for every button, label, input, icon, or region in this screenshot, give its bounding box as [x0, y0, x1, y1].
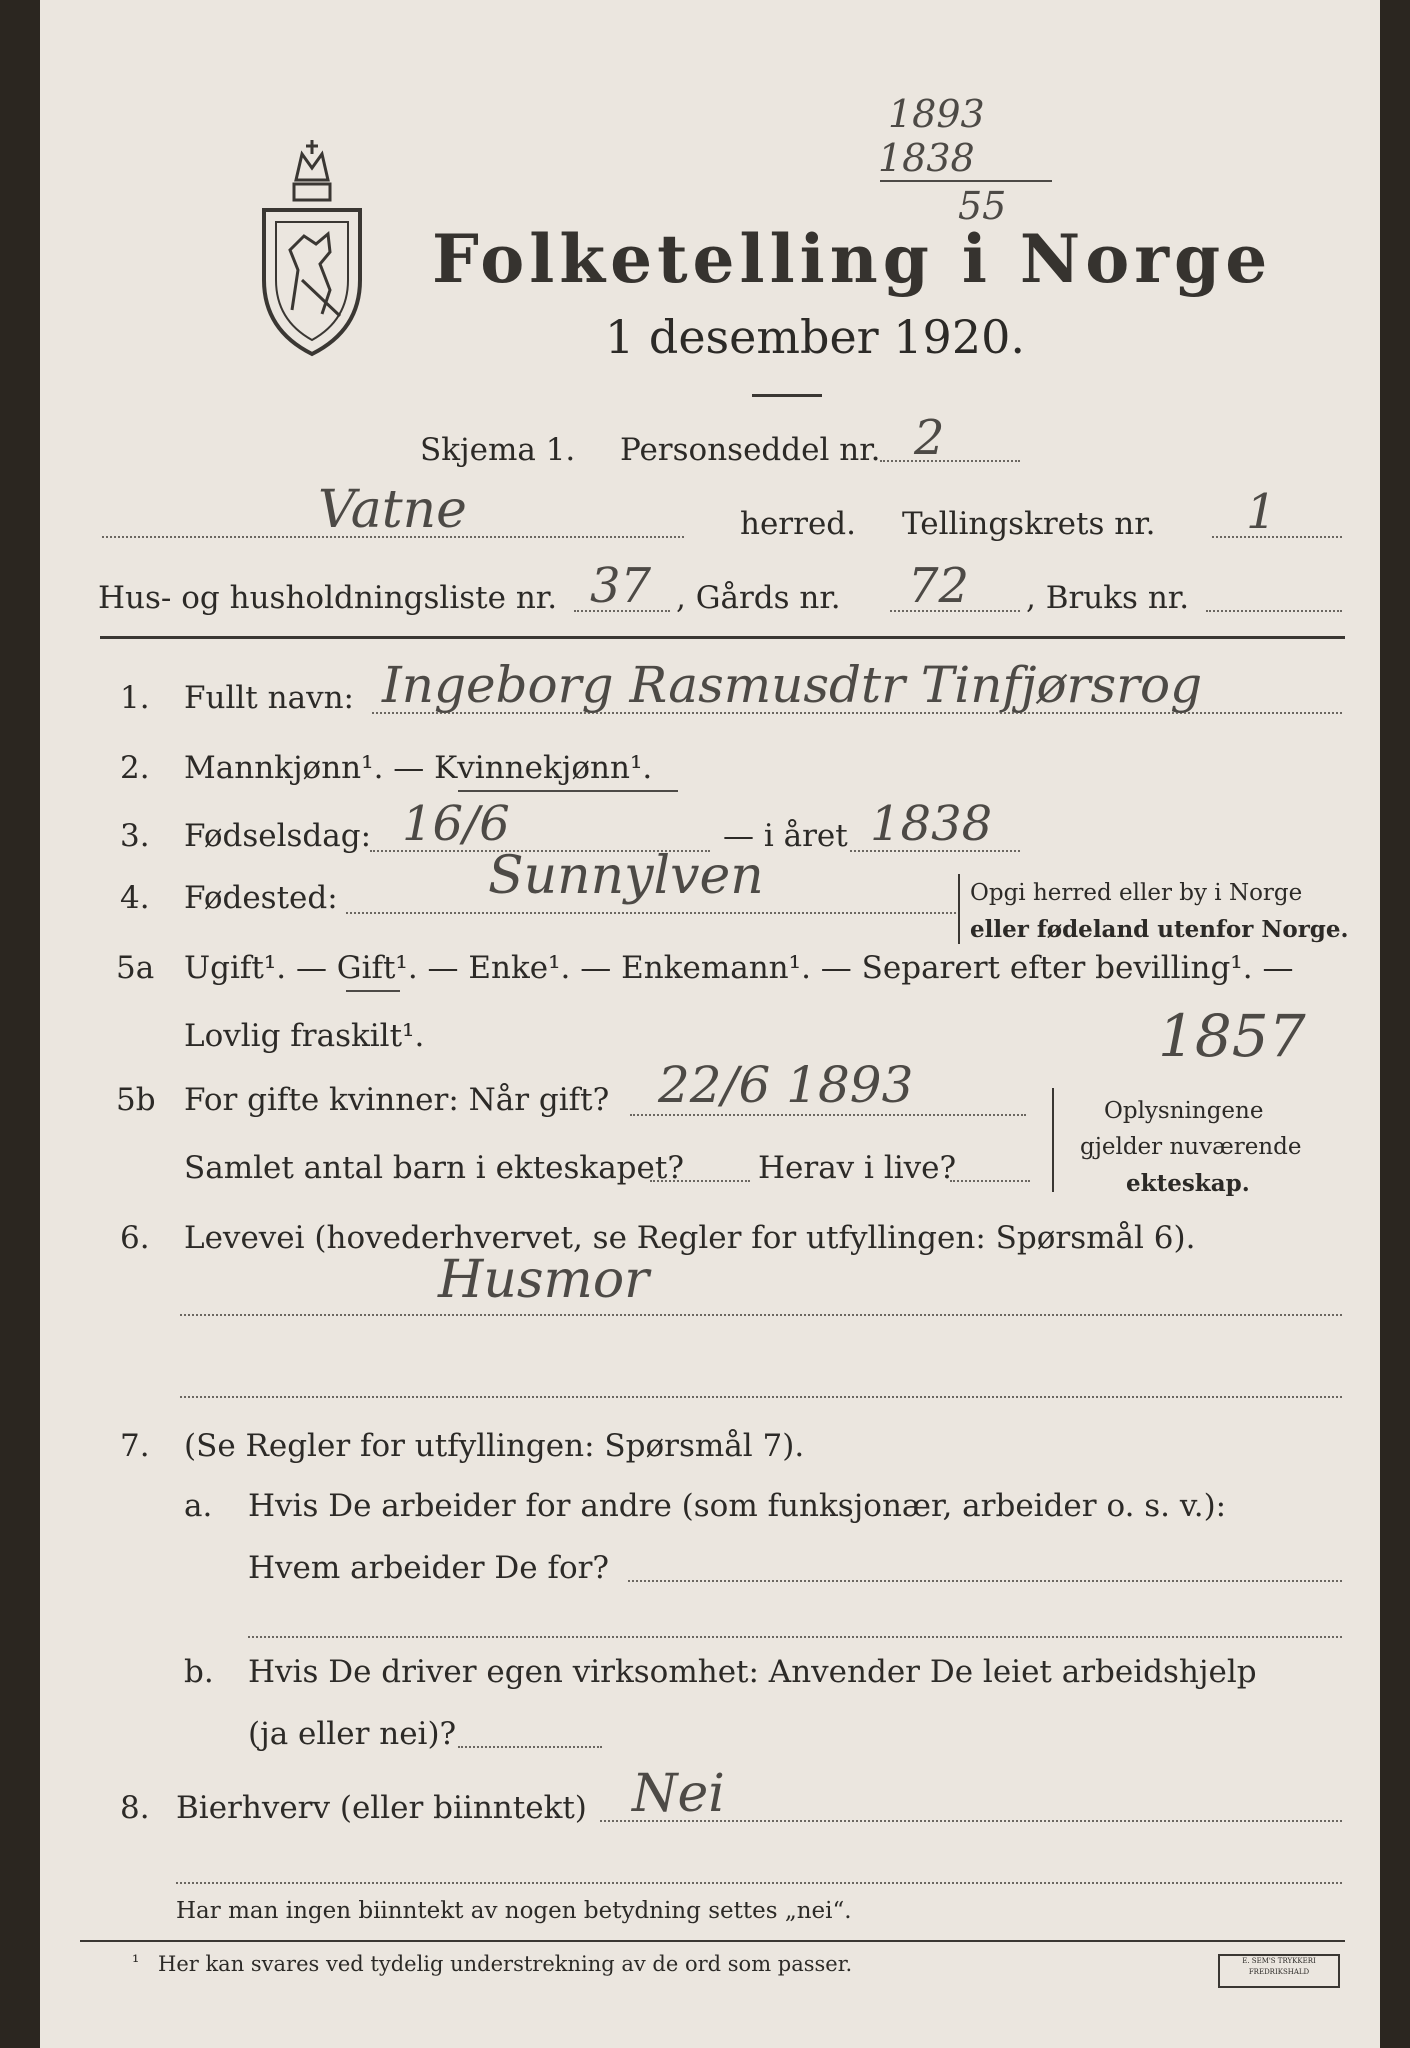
q7-number: 7. — [120, 1428, 150, 1464]
q4-number: 4. — [120, 880, 150, 916]
coat-of-arms-emblem — [258, 140, 366, 360]
employer-field-2[interactable] — [248, 1636, 1342, 1638]
footer-divider — [80, 1940, 1345, 1942]
tellingskrets-field[interactable] — [1212, 536, 1342, 538]
gards-label: , Gårds nr. — [676, 580, 841, 616]
q8-label: Bierhverv (eller biinntekt) — [176, 1790, 587, 1826]
form-title: Folketelling i Norge — [432, 220, 1273, 298]
herred-value: Vatne — [318, 480, 467, 540]
side-income-field-2[interactable] — [176, 1882, 1342, 1884]
q7-label: (Se Regler for utfyllingen: Spørsmål 7). — [184, 1428, 805, 1464]
children-count-field[interactable] — [650, 1180, 750, 1182]
q7a-label: Hvis De arbeider for andre (som funksjonær, arbeider o. s. v.): — [248, 1488, 1227, 1524]
printer-stamp-line-2: FREDRIKSHALD — [1248, 1968, 1310, 1976]
corner-note-1: 1893 — [888, 92, 985, 136]
census-form-sheet — [40, 0, 1380, 2048]
personseddel-field[interactable] — [880, 460, 1020, 462]
side-income-value: Nei — [632, 1764, 725, 1824]
q5a-underline-gift — [346, 990, 400, 992]
q8-note: Har man ingen biinntekt av nogen betydning settes „nei“. — [176, 1898, 852, 1924]
occupation-field-1[interactable] — [180, 1314, 1342, 1316]
q1-number: 1. — [120, 680, 150, 716]
q5b-label-3: Herav i live? — [758, 1150, 957, 1186]
marriage-date-field[interactable] — [630, 1114, 1026, 1116]
q6-number: 6. — [120, 1220, 150, 1256]
bruks-label: , Bruks nr. — [1026, 580, 1190, 616]
bruks-field[interactable] — [1206, 610, 1342, 612]
q6-label: Levevei (hovederhvervet, se Regler for utfyllingen: Spørsmål 6). — [184, 1220, 1196, 1256]
birthdate-value: 16/6 — [402, 796, 510, 852]
q5b-note-1: Oplysningene — [1104, 1098, 1264, 1124]
q2-label: Mannkjønn¹. — Kvinnekjønn¹. — [184, 750, 653, 786]
corner-note-2: 1838 — [878, 136, 975, 180]
q3-year-label: — i året — [723, 818, 848, 854]
occupation-field-2[interactable] — [180, 1396, 1342, 1398]
printer-stamp — [1218, 1954, 1340, 1988]
q5b-label: For gifte kvinner: Når gift? — [184, 1082, 610, 1118]
q7b-label-2: (ja eller nei)? — [248, 1716, 457, 1752]
q5a-label-2: Lovlig fraskilt¹. — [184, 1018, 425, 1054]
q3-number: 3. — [120, 818, 150, 854]
q4-bracket — [958, 874, 966, 944]
q5b-label-2: Samlet antal barn i ekteskapet? — [184, 1150, 684, 1186]
herred-label: herred. — [740, 506, 856, 542]
birthplace-value: Sunnylven — [488, 846, 764, 906]
personseddel-value: 2 — [914, 410, 945, 466]
q5a-side-note: 1857 — [1158, 1002, 1306, 1070]
personseddel-label: Personseddel nr. — [620, 432, 881, 468]
husliste-label: Hus- og husholdningsliste nr. — [98, 580, 558, 616]
gards-value: 72 — [908, 558, 970, 614]
q5a-number: 5a — [116, 950, 155, 986]
q7a-letter: a. — [184, 1488, 213, 1524]
q4-label: Fødested: — [184, 880, 338, 916]
q2-underline-kvinnekjonn — [458, 790, 678, 792]
q1-label: Fullt navn: — [184, 680, 354, 716]
birthplace-field[interactable] — [346, 912, 956, 914]
tellingskrets-label: Tellingskrets nr. — [902, 506, 1156, 542]
q5b-number: 5b — [116, 1082, 156, 1118]
q4-note-2: eller fødeland utenfor Norge. — [970, 916, 1349, 943]
q8-number: 8. — [120, 1790, 150, 1826]
printer-stamp-line-1: E. SEM'S TRYKKERI — [1242, 1957, 1316, 1965]
q7b-letter: b. — [184, 1654, 214, 1690]
birth-year-value: 1838 — [870, 796, 993, 852]
q2-number: 2. — [120, 750, 150, 786]
skjema-label: Skjema 1. — [420, 432, 576, 468]
q5b-note-3: ekteskap. — [1126, 1170, 1250, 1197]
q5b-note-2: gjelder nuværende — [1080, 1134, 1302, 1160]
children-alive-field[interactable] — [950, 1180, 1030, 1182]
q3-label: Fødselsdag: — [184, 818, 372, 854]
employer-field-1[interactable] — [628, 1580, 1342, 1582]
q7b-label: Hvis De driver egen virksomhet: Anvender De leiet arbeidshjelp — [248, 1654, 1257, 1690]
q7a-label-2: Hvem arbeider De for? — [248, 1550, 610, 1586]
corner-note-3: 55 — [958, 184, 1007, 228]
q5b-bracket — [1052, 1088, 1064, 1192]
header-divider — [100, 636, 1345, 639]
q4-note-1: Opgi herred eller by i Norge — [970, 880, 1303, 906]
footnote-mark: ¹ — [132, 1952, 140, 1973]
tellingskrets-value: 1 — [1246, 484, 1277, 540]
full-name-value: Ingeborg Rasmusdtr Tinfjørsrog — [382, 656, 1203, 714]
q5a-label: Ugift¹. — Gift¹. — Enke¹. — Enkemann¹. — Separert efter bevilling¹. — — [184, 950, 1294, 986]
marriage-date-value: 22/6 1893 — [658, 1056, 914, 1114]
husliste-value: 37 — [590, 558, 652, 614]
occupation-value: Husmor — [438, 1250, 649, 1310]
hired-help-field[interactable] — [458, 1746, 602, 1748]
title-divider — [752, 394, 822, 397]
census-date: 1 desember 1920. — [605, 310, 1025, 364]
footnote: Her kan svares ved tydelig understrekning av de ord som passer. — [158, 1952, 853, 1976]
corner-note-rule — [880, 180, 1052, 182]
